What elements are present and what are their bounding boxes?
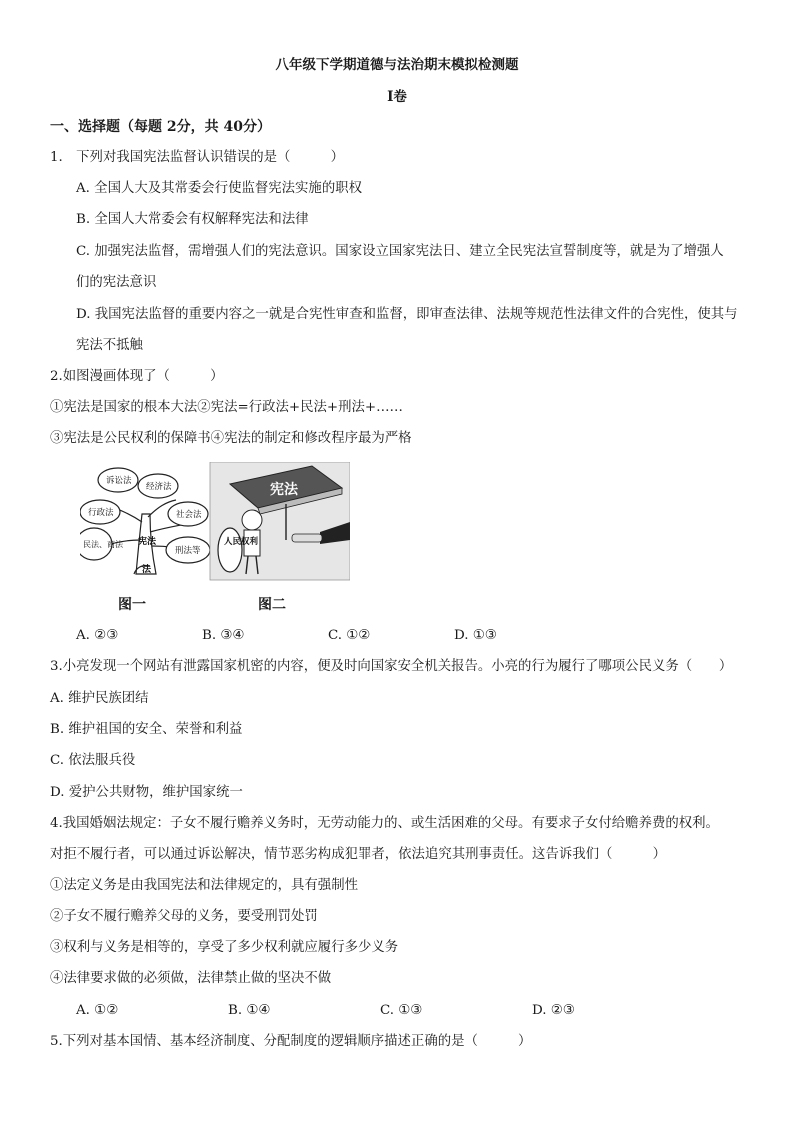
q3-option-a: A. 维护民族团结	[50, 691, 149, 706]
q2-option-b: B. ③④	[202, 628, 245, 643]
root-label: 法	[142, 565, 152, 575]
q4-option-c: C. ①③	[380, 1003, 423, 1018]
leaf-label: 经济法	[146, 482, 172, 492]
exam-title: 八年级下学期道德与法治期末模拟检测题	[275, 57, 519, 73]
leaf-label: 行政法	[88, 508, 114, 518]
sign-label: 人民权利	[224, 537, 259, 547]
q4-option-d: D. ②③	[532, 1003, 575, 1018]
q3-option-b: B. 维护祖国的安全、荣誉和利益	[50, 722, 243, 737]
q2-cartoon-figure	[80, 462, 350, 582]
leaf-label: 刑法等	[175, 546, 201, 556]
q2-option-c: C. ①②	[328, 628, 371, 643]
q4-stem-cont: 对拒不履行者，可以通过诉讼解决，情节恶劣构成犯罪者，依法追究其刑事责任。这告诉我们（ ）	[50, 847, 666, 862]
leaf-label: 社会法	[176, 510, 202, 520]
q5-stem: 5.下列对基本国情、基本经济制度、分配制度的逻辑顺序描述正确的是（ ）	[50, 1034, 532, 1049]
q1-option-c: C. 加强宪法监督，需增强人们的宪法意识。国家设立国家宪法日、建立全民宪法宣誓制度等，就是为了增强人	[76, 244, 724, 259]
book-label: 宪法	[270, 482, 298, 498]
figure-caption-1: 图一	[118, 597, 146, 613]
law-tree-illustration	[80, 468, 210, 575]
q4-statement-1: ①法定义务是由我国宪法和法律规定的，具有强制性	[50, 878, 358, 893]
figure-caption-2: 图二	[258, 597, 286, 613]
q2-option-a: A. ②③	[76, 628, 119, 643]
q2-statements-2: ③宪法是公民权利的保障书④宪法的制定和修改程序最为严格	[50, 431, 412, 446]
q1-option-c-cont: 们的宪法意识	[76, 275, 157, 290]
q4-statement-3: ③权利与义务是相等的，享受了多少权利就应履行多少义务	[50, 940, 399, 955]
q4-option-a: A. ①②	[76, 1003, 119, 1018]
constitution-umbrella-illustration	[210, 462, 350, 580]
q4-options	[76, 1002, 575, 1020]
trunk-label: 宪法	[138, 537, 157, 547]
q2-statements-1: ①宪法是国家的根本大法②宪法=行政法+民法+刑法+……	[50, 400, 403, 415]
q4-statement-4: ④法律要求做的必须做，法律禁止做的坚决不做	[50, 971, 332, 986]
q2-option-d: D. ①③	[454, 628, 497, 643]
q3-option-d: D. 爱护公共财物，维护国家统一	[50, 785, 243, 800]
leaf-label: 诉讼法	[106, 476, 132, 486]
q2-options	[76, 627, 497, 645]
q1-stem: 1. 下列对我国宪法监督认识错误的是（ ）	[50, 150, 344, 165]
q4-stem: 4.我国婚姻法规定：子女不履行赡养义务时，无劳动能力的、或生活困难的父母。有要求子女付给赡养费的权利。	[50, 816, 719, 831]
q4-option-b: B. ①④	[228, 1003, 271, 1018]
q1-option-a: A. 全国人大及其常委会行使监督宪法实施的职权	[76, 181, 362, 196]
q4-statement-2: ②子女不履行赡养父母的义务，要受刑罚处罚	[50, 909, 318, 924]
q1-option-d: D. 我国宪法监督的重要内容之一就是合宪性审查和监督，即审查法律、法规等规范性法律文件的合宪性，使其与	[76, 307, 738, 322]
q3-stem: 3.小亮发现一个网站有泄露国家机密的内容，便及时向国家安全机关报告。小亮的行为履行了哪项公民义务（ ）	[50, 659, 733, 674]
q2-stem: 2.如图漫画体现了（ ）	[50, 369, 224, 384]
leaf-label: 民法、商法	[83, 540, 123, 549]
section-heading: 一、选择题（每题 2分，共 40分）	[50, 119, 271, 135]
volume-label: Ⅰ卷	[387, 89, 407, 105]
q1-option-b: B. 全国人大常委会有权解释宪法和法律	[76, 212, 309, 227]
q3-option-c: C. 依法服兵役	[50, 753, 136, 768]
q1-option-d-cont: 宪法不抵触	[76, 338, 143, 353]
